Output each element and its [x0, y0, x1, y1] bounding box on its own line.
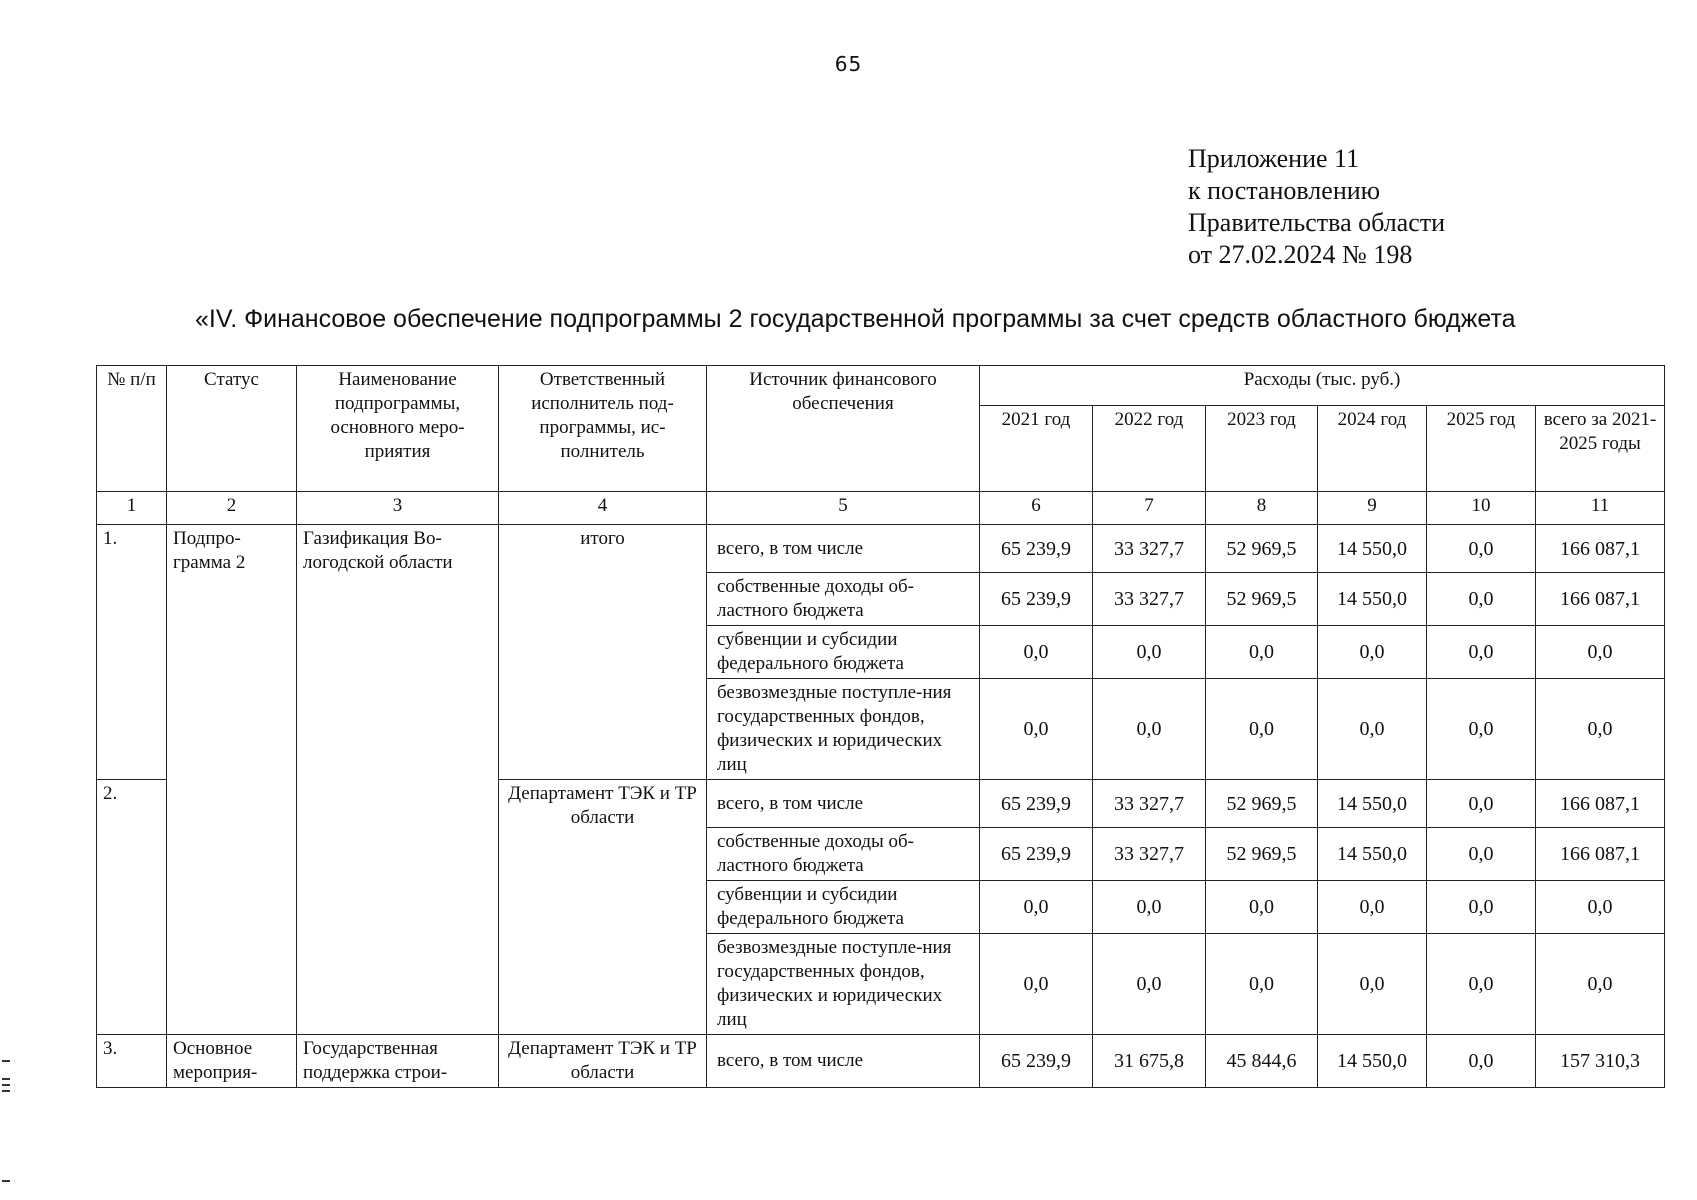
- value-cell: 0,0: [1427, 1035, 1536, 1088]
- row-source: всего, в том числе: [707, 1035, 980, 1088]
- section-title: «IV. Финансовое обеспечение подпрограммы 2 государственной программы за счет средств областного бюджета: [195, 305, 1516, 333]
- header-status: Статус: [167, 366, 297, 492]
- header-year-2023: 2023 год: [1206, 406, 1318, 492]
- value-cell: 0,0: [1427, 525, 1536, 573]
- appendix-line: Приложение 11: [1188, 144, 1360, 173]
- column-index: 2: [167, 492, 297, 525]
- value-cell: 0,0: [1318, 881, 1427, 934]
- column-index-row: [97, 492, 1665, 525]
- value-cell: 0,0: [1427, 679, 1536, 780]
- value-cell: 31 675,8: [1093, 1035, 1206, 1088]
- value-cell: 166 087,1: [1536, 780, 1665, 828]
- row-program-name: Государственная поддержка строи-: [297, 1035, 499, 1088]
- value-cell: 0,0: [1318, 934, 1427, 1035]
- value-cell: 45 844,6: [1206, 1035, 1318, 1088]
- value-cell: 0,0: [1093, 934, 1206, 1035]
- column-index: 11: [1536, 492, 1665, 525]
- value-cell: 0,0: [1536, 881, 1665, 934]
- column-index: 3: [297, 492, 499, 525]
- table-row: [97, 525, 1665, 573]
- value-cell: 0,0: [1318, 626, 1427, 679]
- value-cell: 166 087,1: [1536, 573, 1665, 626]
- value-cell: 65 239,9: [980, 1035, 1093, 1088]
- value-cell: 0,0: [1206, 934, 1318, 1035]
- row-source: субвенции и субсидии федерального бюджета: [707, 626, 980, 679]
- value-cell: 0,0: [1206, 626, 1318, 679]
- financing-table: [96, 365, 1665, 1088]
- value-cell: 0,0: [1427, 626, 1536, 679]
- value-cell: 14 550,0: [1318, 573, 1427, 626]
- header-expenses: Расходы (тыс. руб.): [980, 366, 1665, 406]
- table-row: [97, 1035, 1665, 1088]
- value-cell: 65 239,9: [980, 525, 1093, 573]
- value-cell: 0,0: [1206, 679, 1318, 780]
- header-year-2021: 2021 год: [980, 406, 1093, 492]
- value-cell: 166 087,1: [1536, 828, 1665, 881]
- appendix-line: к постановлению: [1188, 176, 1381, 205]
- value-cell: 0,0: [1093, 679, 1206, 780]
- row-status: Подпро-грамма 2: [167, 525, 297, 1035]
- header-total: всего за 2021-2025 годы: [1536, 406, 1665, 492]
- value-cell: 33 327,7: [1093, 828, 1206, 881]
- value-cell: 65 239,9: [980, 573, 1093, 626]
- value-cell: 0,0: [980, 626, 1093, 679]
- header-year-2025: 2025 год: [1427, 406, 1536, 492]
- row-number: 3.: [97, 1035, 167, 1088]
- header-year-2024: 2024 год: [1318, 406, 1427, 492]
- value-cell: 14 550,0: [1318, 525, 1427, 573]
- value-cell: 0,0: [1536, 626, 1665, 679]
- value-cell: 14 550,0: [1318, 828, 1427, 881]
- value-cell: 65 239,9: [980, 780, 1093, 828]
- value-cell: 33 327,7: [1093, 525, 1206, 573]
- column-index: 4: [499, 492, 707, 525]
- row-status: Основное мероприя-: [167, 1035, 297, 1088]
- row-program-name: Газификация Во-логодской области: [297, 525, 499, 1035]
- column-index: 10: [1427, 492, 1536, 525]
- row-source: собственные доходы об-ластного бюджета: [707, 828, 980, 881]
- appendix-line: от 27.02.2024 № 198: [1188, 240, 1413, 269]
- row-source: всего, в том числе: [707, 525, 980, 573]
- value-cell: 0,0: [1318, 679, 1427, 780]
- value-cell: 52 969,5: [1206, 573, 1318, 626]
- scan-mark: [2, 1084, 10, 1086]
- row-source: безвозмездные поступле-ния государственных фондов, физических и юридических лиц: [707, 679, 980, 780]
- value-cell: 0,0: [980, 934, 1093, 1035]
- value-cell: 0,0: [1093, 626, 1206, 679]
- column-index: 1: [97, 492, 167, 525]
- column-index: 7: [1093, 492, 1206, 525]
- scan-mark: [2, 1090, 10, 1092]
- column-index: 6: [980, 492, 1093, 525]
- value-cell: 0,0: [1427, 881, 1536, 934]
- value-cell: 33 327,7: [1093, 573, 1206, 626]
- scan-mark: [2, 1060, 10, 1062]
- row-number: 2.: [97, 780, 167, 1035]
- value-cell: 65 239,9: [980, 828, 1093, 881]
- value-cell: 14 550,0: [1318, 780, 1427, 828]
- value-cell: 14 550,0: [1318, 1035, 1427, 1088]
- value-cell: 52 969,5: [1206, 780, 1318, 828]
- value-cell: 157 310,3: [1536, 1035, 1665, 1088]
- value-cell: 52 969,5: [1206, 828, 1318, 881]
- row-responsible: Департамент ТЭК и ТР области: [499, 1035, 707, 1088]
- row-source: безвозмездные поступле-ния государственных фондов, физических и юридических лиц: [707, 934, 980, 1035]
- row-source: собственные доходы об-ластного бюджета: [707, 573, 980, 626]
- value-cell: 0,0: [980, 881, 1093, 934]
- header-no: № п/п: [97, 366, 167, 492]
- page-number: 65: [834, 52, 863, 76]
- scan-mark: [2, 1078, 10, 1080]
- value-cell: 0,0: [980, 679, 1093, 780]
- header-source: Источник финансового обеспечения: [707, 366, 980, 492]
- header-year-2022: 2022 год: [1093, 406, 1206, 492]
- appendix-note: [1188, 143, 1445, 271]
- value-cell: 33 327,7: [1093, 780, 1206, 828]
- value-cell: 0,0: [1536, 679, 1665, 780]
- scan-mark: [2, 1180, 10, 1182]
- value-cell: 0,0: [1427, 780, 1536, 828]
- value-cell: 166 087,1: [1536, 525, 1665, 573]
- row-responsible: итого: [499, 525, 707, 780]
- value-cell: 0,0: [1093, 881, 1206, 934]
- value-cell: 0,0: [1427, 828, 1536, 881]
- value-cell: 0,0: [1427, 934, 1536, 1035]
- value-cell: 0,0: [1536, 934, 1665, 1035]
- appendix-line: Правительства области: [1188, 208, 1446, 237]
- header-name: Наименование подпрограммы, основного меро-приятия: [297, 366, 499, 492]
- row-source: субвенции и субсидии федерального бюджета: [707, 881, 980, 934]
- column-index: 5: [707, 492, 980, 525]
- row-responsible: Департамент ТЭК и ТР области: [499, 780, 707, 1035]
- value-cell: 0,0: [1427, 573, 1536, 626]
- column-index: 9: [1318, 492, 1427, 525]
- header-responsible: Ответственный исполнитель под-программы, ис-полнитель: [499, 366, 707, 492]
- column-index: 8: [1206, 492, 1318, 525]
- row-number: 1.: [97, 525, 167, 780]
- value-cell: 52 969,5: [1206, 525, 1318, 573]
- value-cell: 0,0: [1206, 881, 1318, 934]
- row-source: всего, в том числе: [707, 780, 980, 828]
